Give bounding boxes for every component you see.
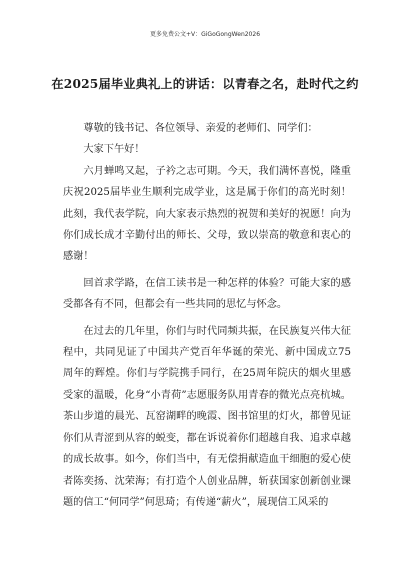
speech-title: 在2025届毕业典礼上的讲话：以青春之名，赴时代之约 (51, 77, 359, 91)
greeting-paragraph: 大家下午好！ (83, 144, 145, 156)
speech-body (63, 118, 351, 513)
header-note: 更多免费公文+V：GiGoGongWen2026 (149, 31, 261, 38)
opening-paragraph: 六月蝉鸣又起，子衿之志可期。今天，我们满怀喜悦，隆重庆祝2025届毕业生顺利完成学业，这是属于你们的高光时刻！此刻，我代表学院，向大家表示热烈的祝贺和美好的祝愿！向为你们成长成才辛勤付出的师长、父母，致以崇高的敬意和衷心的感谢！ (63, 165, 351, 263)
achievements-paragraph: 在过去的几年里，你们与时代同频共振，在民族复兴伟大征程中，共同见证了中国共产党百年华诞的荣光、新中国成立75周年的辉煌。你们与学院携手同行，在25周年院庆的烟火里感受家的温暖，化身“小青荷”志愿服务队用青春的微光点亮杭城。茶山步道的晨光、瓦窑湖畔的晚霞、图书馆里的灯火，都曾见证你们从青涩到从容的蜕变，都在诉说着你们超越自我、追求卓越的成长故事。如今，你们当中，有无偿捐献造血干细胞的爱心使者陈奕扬、沈荣海；有打造个人创业品牌，斩获国家创新创业课题的信工“何同学”何思琦；有传递“薪火”，展现信工风采的 (63, 325, 351, 508)
reflection-paragraph: 回首求学路，在信工读书是一种怎样的体验？可能大家的感受都各有不同，但都会有一些共同的思忆与怀念。 (63, 277, 351, 311)
salutation-paragraph: 尊敬的钱书记、各位领导、亲爱的老师们、同学们： (83, 123, 318, 134)
